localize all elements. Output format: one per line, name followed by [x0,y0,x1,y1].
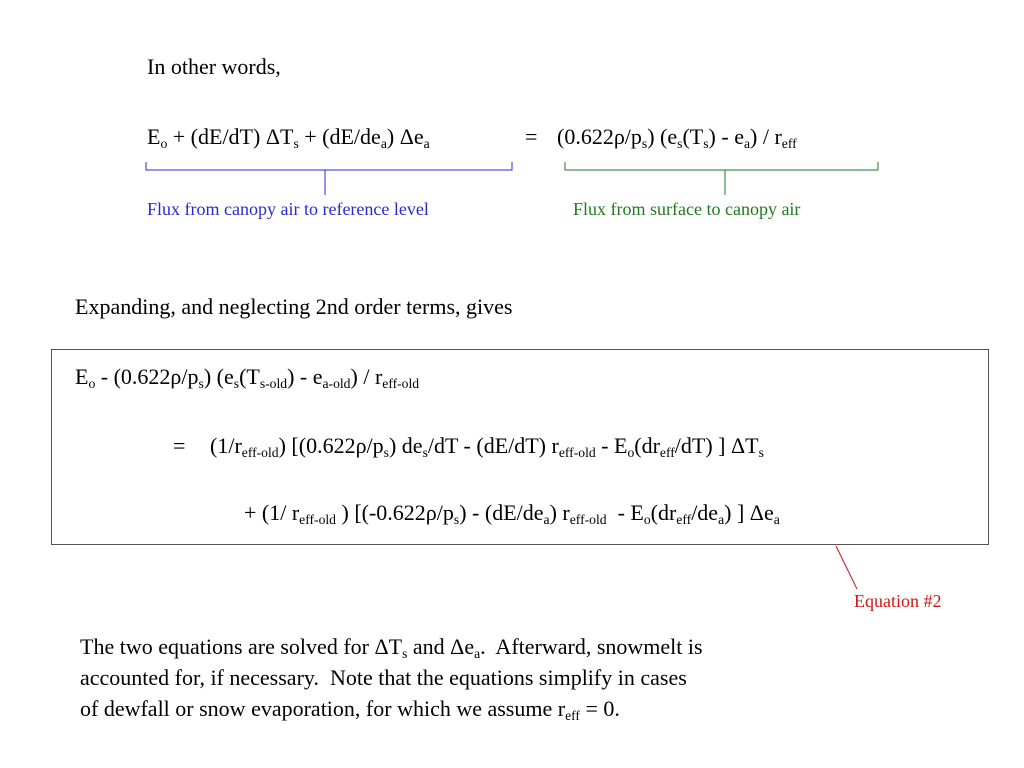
equation-1-rhs: $(0.622\rho/p_s)$ $(e_s(T_s) - e_a) / r_{eff}$ [557,124,797,151]
equation-2-line-2-equals: = [173,433,186,458]
label-canopy-to-reference: Flux from canopy air to reference level [147,199,429,219]
right-brace [565,162,878,170]
equation-2-label: Equation #2 [854,591,942,611]
label-surface-to-canopy: Flux from surface to canopy air [573,199,801,219]
equation-2-line-2: $(1/r_{eff-old})$ [$(0.622\rho/p_s)$ $de_s/dT - (dE/dT)$ $r_{eff-old} - E_o(dr_{eff}/dT)$ ] $\Delta T_s$ [210,433,764,460]
paragraph-line-1: The two equations are solved for $\Delta T_s$ and $\Delta e_a$. Afterward, snowmelt is [80,634,703,661]
expanding-text: Expanding, and neglecting 2nd order terms, gives [75,294,513,319]
equation-1-equals: = [525,124,538,149]
equation-2-line-3: + (1/ $r_{eff-old}$ ) [$(-0.622\rho/p_s) - (dE/de_a)$ $r_{eff-old} - E_o(dr_{eff}/de_a)$ ] $\Delta e_a$ [244,500,780,527]
paragraph-line-2: accounted for, if necessary. Note that the equations simplify in cases [80,665,687,690]
equation-pointer [836,546,857,589]
equation-2-line-1: $E_o - (0.622\rho/p_s)$ $(e_s(T_{s-old}) - e_{a-old}) / r_{eff-old}$ [75,364,420,391]
intro-text: In other words, [147,54,281,79]
equation-1-lhs: $E_o + (dE/dT) \Delta T_s + (dE/de_a)$ $\Delta e_a$ [147,124,430,151]
paragraph-line-3: of dewfall or snow evaporation, for which we assume $r_{eff} = 0$. [80,696,620,723]
left-brace [146,162,512,170]
